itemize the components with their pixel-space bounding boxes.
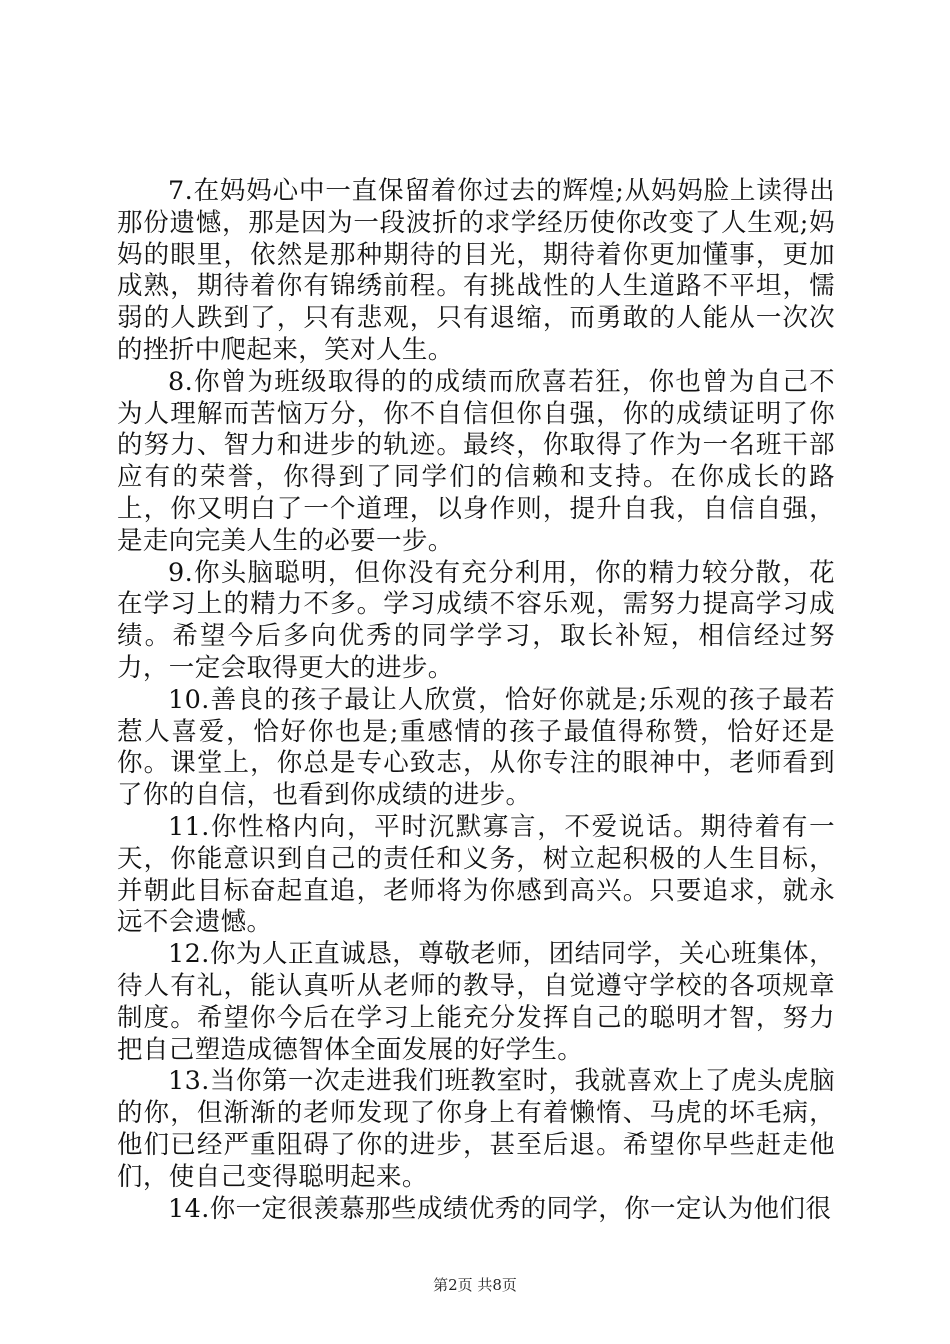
- paragraph-13: 13.当你第一次走进我们班教室时，我就喜欢上了虎头虎脑的你，但渐渐的老师发现了你身上有着懒惰、马虎的坏毛病，他们已经严重阻碍了你的进步，甚至后退。希望你早些赶走他们，使自己变得聪明起来。: [117, 1066, 835, 1192]
- document-body: [117, 176, 835, 1225]
- paragraph-7: 7.在妈妈心中一直保留着你过去的辉煌;从妈妈脸上读得出那份遗憾，那是因为一段波折的求学经历使你改变了人生观;妈妈的眼里，依然是那种期待的目光，期待着你更加懂事，更加成熟，期待着你有锦绣前程。有挑战性的人生道路不平坦，懦弱的人跌到了，只有悲观，只有退缩，而勇敢的人能从一次次的挫折中爬起来，笑对人生。: [117, 176, 835, 365]
- paragraph-12: 12.你为人正直诚恳，尊敬老师，团结同学，关心班集体，待人有礼，能认真听从老师的教导，自觉遵守学校的各项规章制度。希望你今后在学习上能充分发挥自己的聪明才智，努力把自己塑造成德智体全面发展的好学生。: [117, 939, 835, 1065]
- paragraph-14: 14.你一定很羡慕那些成绩优秀的同学，你一定认为他们很: [168, 1193, 832, 1224]
- paragraph-11: 11.你性格内向，平时沉默寡言，不爱说话。期待着有一天，你能意识到自己的责任和义务，树立起积极的人生目标，并朝此目标奋起直追，老师将为你感到高兴。只要追求，就永远不会遗憾。: [117, 811, 835, 938]
- page-number-footer: 第2页 共8页: [433, 1276, 517, 1294]
- paragraph-10: 10.善良的孩子最让人欣赏，恰好你就是;乐观的孩子最若惹人喜爱，恰好你也是;重感情的孩子最值得称赞，恰好还是你。课堂上，你总是专心致志，从你专注的眼神中，老师看到了你的自信，也看到你成绩的进步。: [117, 684, 835, 811]
- paragraph-9: 9.你头脑聪明，但你没有充分利用，你的精力较分散，花在学习上的精力不多。学习成绩不容乐观，需努力提高学习成绩。希望今后多向优秀的同学学习，取长补短，相信经过努力，一定会取得更大的进步。: [117, 557, 835, 683]
- paragraph-8: 8.你曾为班级取得的的成绩而欣喜若狂，你也曾为自己不为人理解而苦恼万分，你不自信但你自强，你的成绩证明了你的努力、智力和进步的轨迹。最终，你取得了作为一名班干部应有的荣誉，你得到了同学们的信赖和支持。在你成长的路上，你又明白了一个道理，以身作则，提升自我，自信自强，是走向完美人生的必要一步。: [117, 366, 835, 556]
